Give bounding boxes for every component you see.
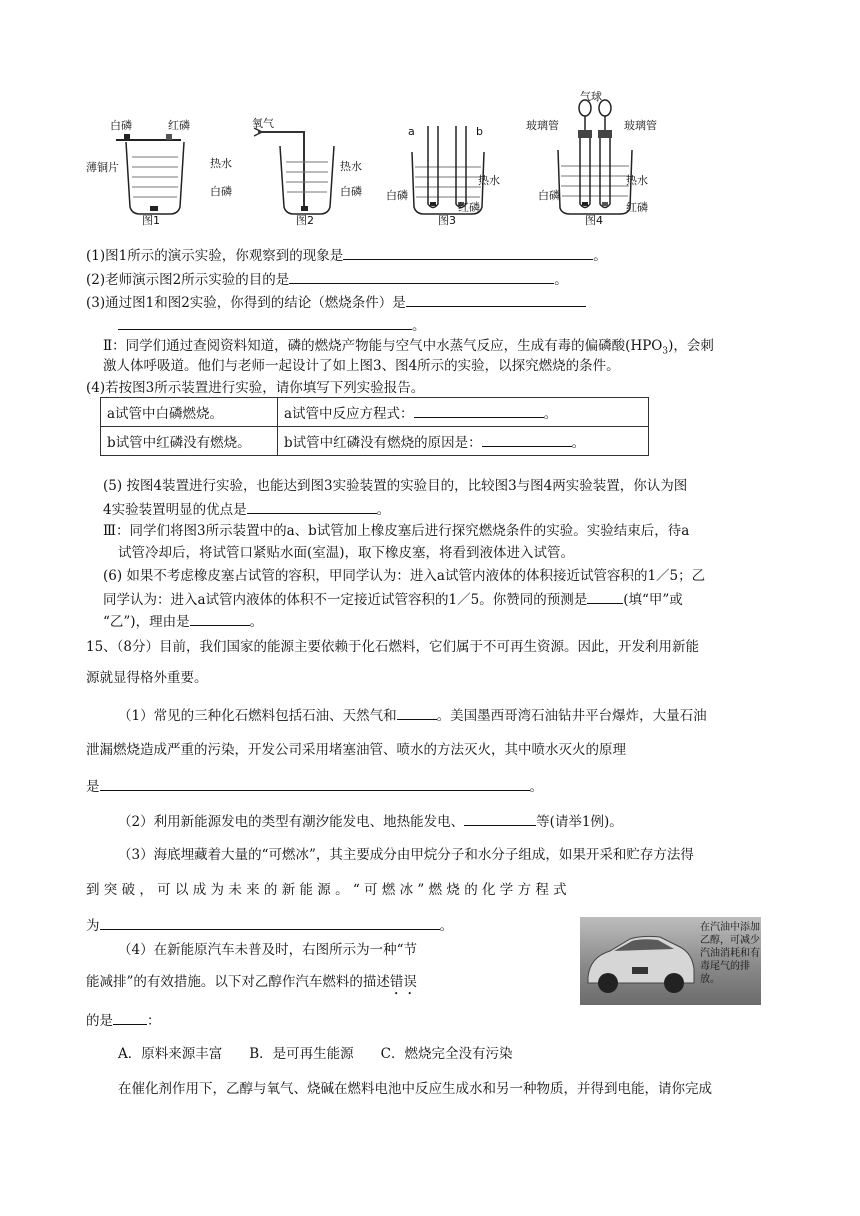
fig3-label-b: b: [476, 125, 483, 138]
question-3-cont: 。: [118, 315, 426, 335]
question-6-line-2: 同学认为：进入a试管内液体的体积不一定接近试管容积的1／5。你赞同的预测是 (填“甲”或: [103, 589, 683, 609]
question-3: (3)通过图1和图2实验，你得到的结论（燃烧条件）是: [86, 292, 586, 312]
question-15-3-line-2: 到 突 破 ， 可 以 成 为 未 来 的 新 能 源 。 “ 可 燃 冰 ” 燃 烧 的 化 学 方 程 式: [86, 882, 567, 898]
answer-blank-reason[interactable]: [482, 432, 572, 447]
car-caption: 在汽油中添加乙醇，可减少汽油消耗和有毒尾气的排放。: [700, 922, 760, 985]
fig1-label-hot-water: 热水: [210, 157, 232, 170]
fig4-label-white-phosphorus: 白磷: [538, 189, 560, 202]
question-6-line-1: (6) 如果不考虑橡皮塞占试管的容积，甲同学认为：进入a试管内液体的体积接近试管容积的1／5；乙: [103, 568, 706, 584]
fig2-label-oxygen: 氧气: [252, 117, 274, 130]
fig2-label-hot-water: 热水: [340, 160, 362, 173]
question-15-4-line-1: （4）在新能原汽车未普及时，右图所示为一种“节: [118, 942, 417, 958]
table-row: [101, 427, 649, 456]
question-15-1-line-1: （1）常见的三种化石燃料包括石油、天然气和 。美国墨西哥湾石油钻井平台爆炸，大量石油: [118, 705, 707, 725]
question-15-4-line-2: 能减排”的有效措施。以下对乙醇作汽车燃料的描述错误: [86, 974, 417, 990]
fig4-label-balloon: 气球: [580, 90, 602, 103]
part-ii-line-1: Ⅱ：同学们通过查阅资料知道，磷的燃烧产物能与空气中水蒸气反应，生成有毒的偏磷酸$(HPO_3)$，会刺: [103, 338, 714, 357]
final-paragraph: 在催化剂作用下，乙醇与氧气、烧碱在燃料电池中反应生成水和另一种物质，并得到电能，请你完成: [118, 1081, 712, 1097]
part-ii-line-2: 激人体呼吸道。他们与老师一起设计了如上图3、图4所示的实验，以探究燃烧的条件。: [103, 358, 620, 374]
question-4: (4)若按图3所示装置进行实验，请你填写下列实验报告。: [86, 380, 425, 396]
answer-blank-combustion-equation[interactable]: [100, 915, 440, 930]
answer-blank-q5[interactable]: [247, 499, 377, 514]
fig1-label-red-phosphorus: 红磷: [168, 119, 190, 132]
fig3-label-red-phosphorus: 红磷: [458, 201, 480, 214]
answer-blank-q2[interactable]: [289, 269, 554, 284]
question-15-1-line-3: 是 。: [86, 776, 543, 796]
question-1: (1)图1所示的演示实验，你观察到的现象是 。: [86, 245, 607, 265]
table-cell: a试管中反应方程式： 。: [278, 398, 649, 427]
answer-blank-q1[interactable]: [343, 245, 593, 260]
answer-blank-q3a[interactable]: [406, 292, 586, 307]
question-15-line-2: 源就显得格外重要。: [86, 670, 208, 686]
answer-blank-fossil-fuel[interactable]: [397, 705, 437, 720]
question-15-2: （2）利用新能源发电的类型有潮汐能发电、地热能发电、 等(请举1例)。: [118, 811, 623, 831]
question-5-line-1: (5) 按图4装置进行实验，也能达到图3实验装置的实验目的，比较图3与图4两实验装置，你认为图: [103, 478, 688, 494]
fig4-label-red-phosphorus: 红磷: [626, 201, 648, 214]
question-15-4-line-3: 的是 ：: [86, 1010, 161, 1030]
question-2: (2)老师演示图2所示实验的目的是 。: [86, 269, 568, 289]
fig3-caption: 图3: [438, 214, 456, 227]
answer-blank-new-energy[interactable]: [464, 811, 536, 826]
answer-blank-q3b[interactable]: [118, 315, 412, 330]
question-6-line-3: “乙”)，理由是 。: [103, 611, 263, 631]
answer-blank-q6-reason[interactable]: [190, 611, 250, 626]
table-cell: b试管中红磷没有燃烧的原因是： 。: [278, 427, 649, 456]
figure-3-test-tube-diagram: [400, 112, 500, 222]
answer-blank-q15-4[interactable]: [113, 1010, 147, 1025]
table-cell: a试管中白磷燃烧。: [101, 398, 278, 427]
fig3-label-white-phosphorus: 白磷: [386, 189, 408, 202]
part-iii-line-1: Ⅲ：同学们将图3所示装置中的a、b试管加上橡皮塞后进行探究燃烧条件的实验。实验结束后，待a: [103, 523, 690, 539]
answer-blank-extinguish-principle[interactable]: [100, 776, 530, 791]
question-15-1-line-2: 泄漏燃烧造成严重的污染，开发公司采用堵塞油管、喷水的方法灭火，其中喷水灭火的原理: [86, 742, 626, 758]
table-row: [101, 398, 649, 427]
fig3-label-a: a: [408, 125, 415, 138]
car-illustration: [580, 917, 700, 1005]
table-cell: b试管中红磷没有燃烧。: [101, 427, 278, 456]
answer-options: A．原料来源丰富 B．是可再生能源 C．燃烧完全没有污染: [118, 1046, 513, 1062]
fig1-label-copper-sheet: 薄铜片: [86, 161, 119, 174]
answer-blank-q6-choice[interactable]: [587, 589, 623, 604]
fig4-label-glass-tube-left: 玻璃管: [526, 119, 559, 132]
fig2-label-white-phosphorus: 白磷: [340, 185, 362, 198]
part-iii-line-2: 试管冷却后，将试管口紧贴水面(室温)，取下橡皮塞，将看到液体进入试管。: [118, 545, 575, 561]
fig4-label-hot-water: 热水: [626, 174, 648, 187]
question-15-3-line-3: 为 。: [86, 915, 453, 935]
emphasized-word-wrong: 错误: [389, 974, 417, 990]
experiment-report-table: [100, 397, 649, 456]
fig1-label-white-phosphorus: 白磷: [110, 119, 132, 132]
question-5-line-2: 4实验装置明显的优点是 。: [103, 499, 390, 519]
fig1-label-white-phosphorus-2: 白磷: [210, 185, 232, 198]
fig4-caption: 图4: [585, 214, 603, 227]
fig3-label-hot-water: 热水: [478, 174, 500, 187]
question-15-3-line-1: （3）海底埋藏着大量的“可燃冰”，其主要成分由甲烷分子和水分子组成，如果开采和贮存方法得: [118, 847, 694, 863]
question-15-line-1: 15、（8分）目前，我们国家的能源主要依赖于化石燃料，它们属于不可再生资源。因此，开发利用新能: [86, 639, 700, 655]
answer-blank-equation[interactable]: [414, 403, 544, 418]
fig2-caption: 图2: [296, 214, 314, 227]
fig4-label-glass-tube-right: 玻璃管: [624, 119, 657, 132]
fig1-caption: 图1: [142, 214, 160, 227]
